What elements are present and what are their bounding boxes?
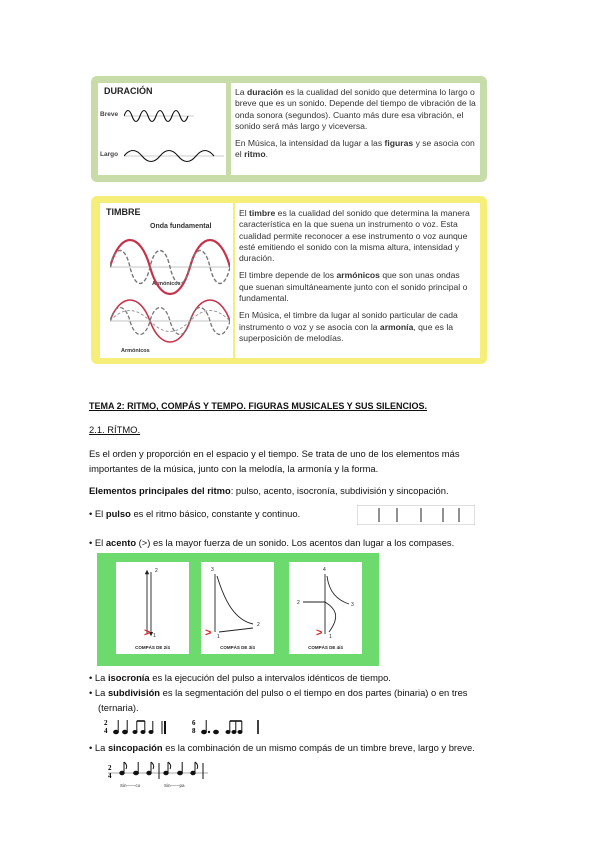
svg-text:4: 4 <box>323 567 326 573</box>
timbre-waves <box>110 231 230 349</box>
svg-text:Sin——co: Sin——co <box>120 783 141 788</box>
svg-text:4: 4 <box>108 772 112 780</box>
elementos-line: Elementos principales del ritmo: pulso, acento, isocronía, subdivisión y sincopación. <box>89 485 449 496</box>
tema2-heading: TEMA 2: RITMO, COMPÁS Y TEMPO. FIGURAS MUSICALES Y SUS SILENCIOS. <box>89 401 428 411</box>
isocronia-item: • La isocronía es la ejecución del pulso a intervalos idénticos de tiempo. <box>89 672 391 683</box>
compas-3-4-caption: COMPÁS DE 3/4 <box>220 645 255 650</box>
svg-text:2: 2 <box>108 764 112 772</box>
subdivision-cont: (ternaria). <box>98 702 139 713</box>
svg-text:2: 2 <box>104 719 108 727</box>
compas-2-4-diagram <box>116 562 189 642</box>
timbre-text: El timbre es la cualidad del sonido que determina la manera característica en la que suena un instrumento o voz. Esta cualidad permite reconocer a ese instrumento o voz aunque esté emitiendo el sonido con la misma altura, intensidad y duración. El timbre depende de los armónicos que son unas ondas que suenan simultáneamente junto con el sonido principal o fundamental. En Música, el timbre da lugar al sonido particular de cada instrumento o voz y se asocia con la armonía, que es la superposición de melodías. <box>235 203 480 358</box>
svg-text:3: 3 <box>351 602 354 608</box>
intro-line-1: Es el orden y proporción en el espacio y el tiempo. Se trata de uno de los elementos más <box>89 448 460 459</box>
duracion-waves <box>124 101 224 171</box>
duracion-box <box>91 76 487 182</box>
svg-text:2: 2 <box>297 600 300 606</box>
label-armonicos-2: Armónicos <box>121 348 150 354</box>
compas-3-4-card <box>201 562 274 654</box>
svg-text:2: 2 <box>257 622 260 628</box>
ritmo-subheading: 2.1. RÍTMO. <box>89 424 141 435</box>
label-fundamental: Onda fundamental <box>150 223 212 230</box>
acento-item: • El acento (>) es la mayor fuerza de un sonido. Los acentos dan lugar a los compases. <box>89 537 455 548</box>
subdivision-item: • La subdivisión es la segmentación del pulso o el tiempo en dos partes (binaria) o en tres <box>89 687 468 698</box>
timbre-box <box>91 196 487 364</box>
compas-2-4-caption: COMPÁS DE 2/4 <box>135 645 170 650</box>
compas-4-4-caption: COMPÁS DE 4/4 <box>308 645 343 650</box>
pulso-item: • El pulso es el ritmo básico, constante y continuo. <box>89 508 301 519</box>
pulso-illustration <box>357 505 475 525</box>
duracion-figure <box>98 83 226 175</box>
svg-text:1: 1 <box>217 634 220 640</box>
accent-mark-1: > <box>144 627 151 639</box>
compas-4-4-diagram <box>289 562 362 642</box>
label-largo: Largo <box>100 151 119 158</box>
svg-text:8: 8 <box>192 727 196 735</box>
timbre-figure <box>100 203 233 358</box>
compas-2-4-card <box>116 562 189 654</box>
timbre-title: TIMBRE <box>106 207 141 217</box>
duracion-title: DURACIÓN <box>104 86 153 96</box>
svg-text:Sin——pa: Sin——pa <box>164 783 185 788</box>
svg-text:1: 1 <box>329 634 332 640</box>
intro-line-2: importantes de la música, junto con la melodía, la armonía y la forma. <box>89 463 379 474</box>
svg-text:3: 3 <box>211 567 214 573</box>
svg-text:4: 4 <box>104 727 108 735</box>
sincopacion-notation <box>108 759 208 789</box>
subdivision-notation <box>104 715 274 741</box>
label-breve: Breve <box>100 111 119 118</box>
compas-3-4-diagram <box>201 562 274 642</box>
svg-text:1: 1 <box>153 633 156 639</box>
svg-text:6: 6 <box>192 719 196 727</box>
sincopacion-item: • La sincopación es la combinación de un mismo compás de un timbre breve, largo y breve. <box>89 742 475 753</box>
compases-box <box>97 553 379 666</box>
label-armonicos-1: Armónicos <box>152 281 181 287</box>
duracion-text: La duración es la cualidad del sonido que determina lo largo o breve que es un sonido. Depende del tiempo de vibración de la onda sonora (segundos). Cuanto más dure esa vibración, el sonido será más largo y viceversa. En Música, la intensidad da lugar a las figuras y se asocia con el ritmo. <box>231 83 480 175</box>
compas-4-4-card <box>289 562 362 654</box>
svg-text:2: 2 <box>155 568 158 574</box>
accent-mark-3: > <box>316 627 323 639</box>
accent-mark-2: > <box>205 627 212 639</box>
